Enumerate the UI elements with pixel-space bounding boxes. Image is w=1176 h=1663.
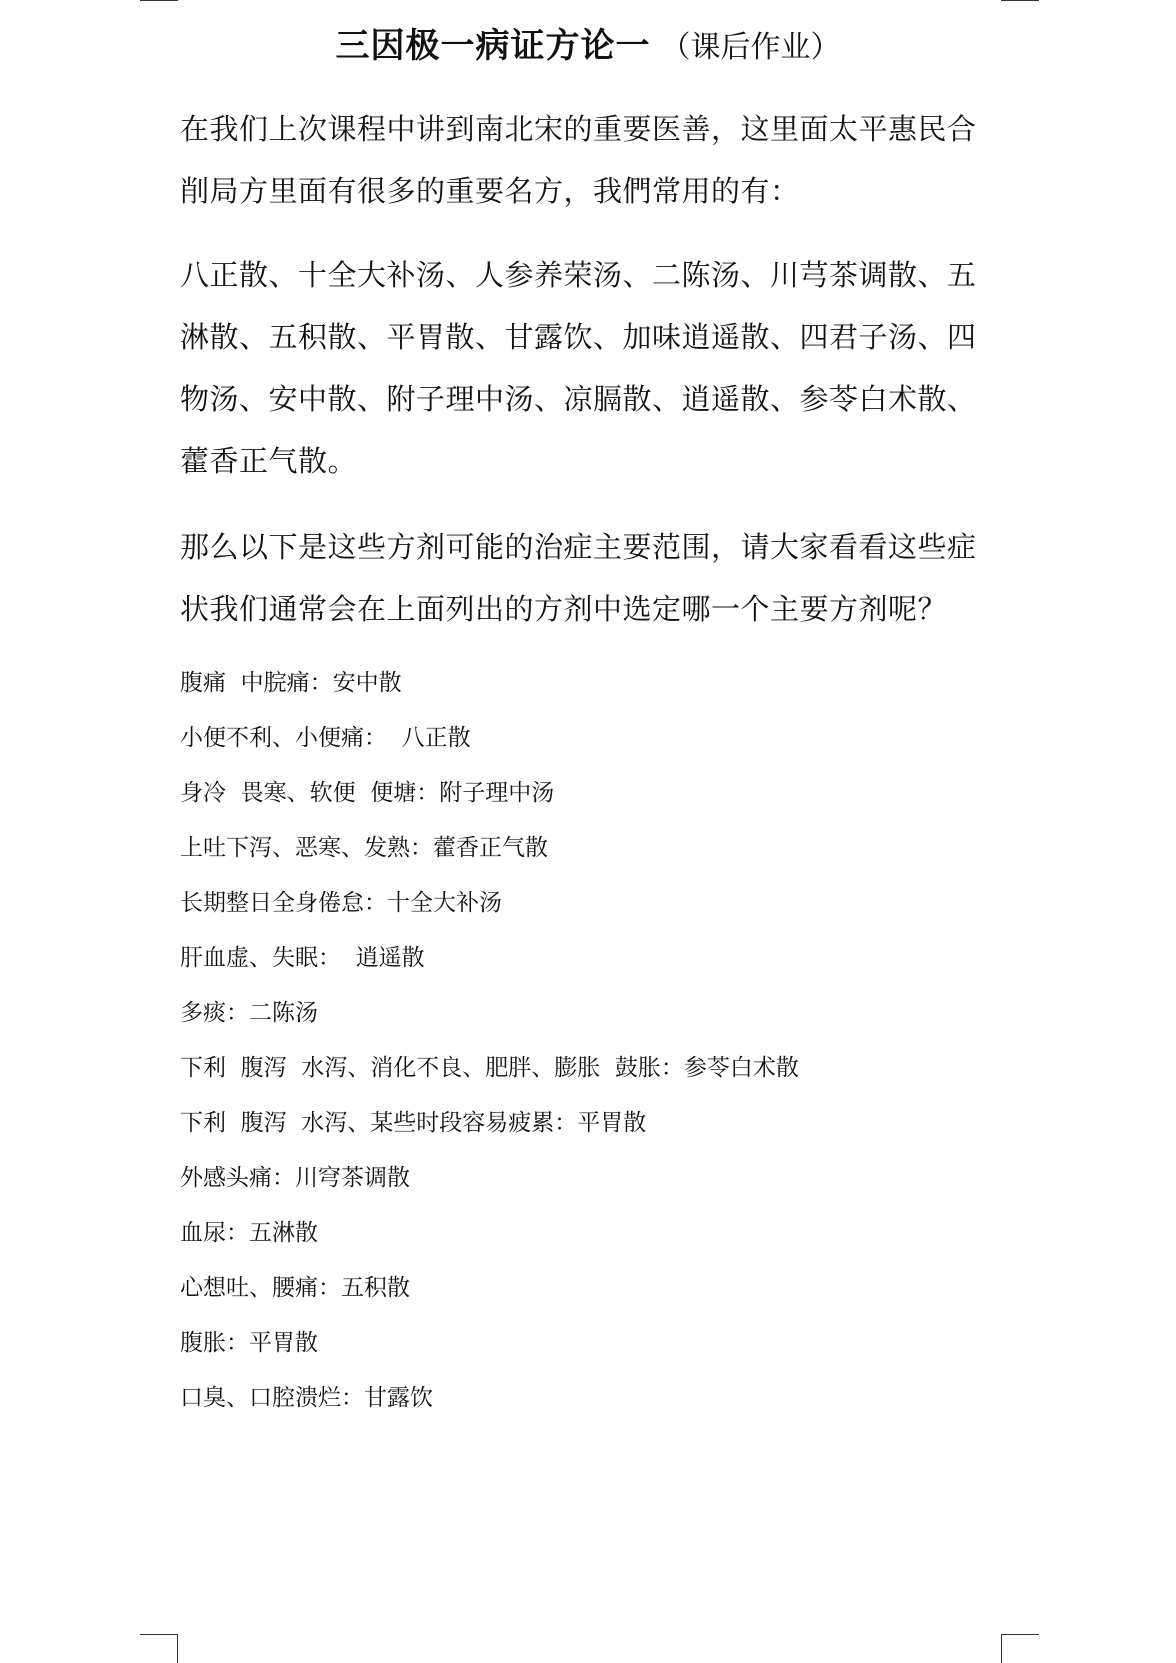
answer-item	[180, 711, 990, 766]
answer-item	[180, 1151, 990, 1206]
symptom-text: 心想吐、腰痛：	[180, 1275, 341, 1301]
answer-item	[180, 1316, 990, 1371]
formula-text: 平胃散	[577, 1110, 647, 1136]
symptom-text: 身冷 畏寒、软便 便塘：	[180, 780, 440, 806]
page-title	[0, 18, 1176, 67]
answer-item	[180, 821, 990, 876]
crop-mark-bottom-right-horizontal	[1001, 1634, 1039, 1635]
symptom-text: 下利 腹泻 水泻、消化不良、肥胖、膨胀 鼓胀：	[180, 1055, 684, 1081]
formula-text: 平胃散	[249, 1330, 318, 1356]
symptom-text: 下利 腹泻 水泻、某些时段容易疲累：	[180, 1110, 578, 1136]
formula-text: 五积散	[341, 1275, 410, 1301]
formula-text: 附子理中汤	[439, 780, 555, 806]
answer-list	[180, 656, 990, 1426]
formula-text: 五淋散	[249, 1220, 318, 1246]
crop-mark-bottom-right-vertical	[1001, 1634, 1002, 1663]
question-paragraph: 那么以下是这些方剂可能的治症主要范围，请大家看看这些症状我们通常会在上面列出的方剂中选定哪一个主要方剂呢？	[180, 530, 977, 626]
symptom-text: 口臭、口腔溃烂：	[180, 1385, 364, 1411]
answer-item	[180, 766, 990, 821]
symptom-text: 长期整日全身倦怠：	[180, 890, 387, 916]
formula-text: 甘露饮	[364, 1385, 433, 1411]
symptom-text: 腹胀：	[180, 1330, 249, 1356]
symptom-text: 上吐下泻、恶寒、发熟：	[180, 835, 433, 861]
answer-item	[180, 1041, 990, 1096]
formula-text: 二陈汤	[249, 1000, 318, 1026]
crop-mark-bottom-left-horizontal	[140, 1634, 178, 1635]
formula-text: 八正散	[401, 725, 471, 751]
title-main: 三因极一病证方论一	[335, 26, 651, 66]
formula-text: 川穹茶调散	[295, 1165, 410, 1191]
answer-item	[180, 1096, 990, 1151]
formula-text: 十全大补汤	[387, 890, 502, 916]
crop-mark-top-left	[140, 0, 178, 1]
symptom-text: 血尿：	[180, 1220, 249, 1246]
formula-text: 参苓白术散	[683, 1055, 799, 1081]
formula-list-paragraph: 八正散、十全大补汤、人参养荣汤、二陈汤、川芎茶调散、五淋散、五积散、平胃散、甘露饮、加味逍遥散、四君子汤、四物汤、安中散、附子理中汤、凉膈散、逍遥散、参苓白术散、藿香正气散。	[180, 258, 977, 478]
symptom-text: 小便不利、小便痛：	[180, 725, 402, 751]
intro-paragraph: 在我们上次课程中讲到南北宋的重要医善，这里面太平惠民合削局方里面有很多的重要名方，我們常用的有：	[180, 112, 977, 208]
formula-text: 藿香正气散	[433, 835, 548, 861]
title-subtitle: （课后作业）	[660, 30, 841, 65]
answer-item	[180, 1206, 990, 1261]
formula-text: 安中散	[332, 670, 402, 696]
symptom-text: 腹痛 中脘痛：	[180, 670, 333, 696]
answer-item	[180, 986, 990, 1041]
symptom-text: 外感头痛：	[180, 1165, 295, 1191]
answer-item	[180, 1371, 990, 1426]
formula-text: 逍遥散	[355, 945, 425, 971]
answer-item	[180, 931, 990, 986]
answer-item	[180, 876, 990, 931]
symptom-text: 多痰：	[180, 1000, 249, 1026]
answer-item	[180, 1261, 990, 1316]
symptom-text: 肝血虚、失眠：	[180, 945, 356, 971]
crop-mark-bottom-left-vertical	[177, 1634, 178, 1663]
crop-mark-top-right	[1001, 0, 1039, 1]
answer-item	[180, 656, 990, 711]
